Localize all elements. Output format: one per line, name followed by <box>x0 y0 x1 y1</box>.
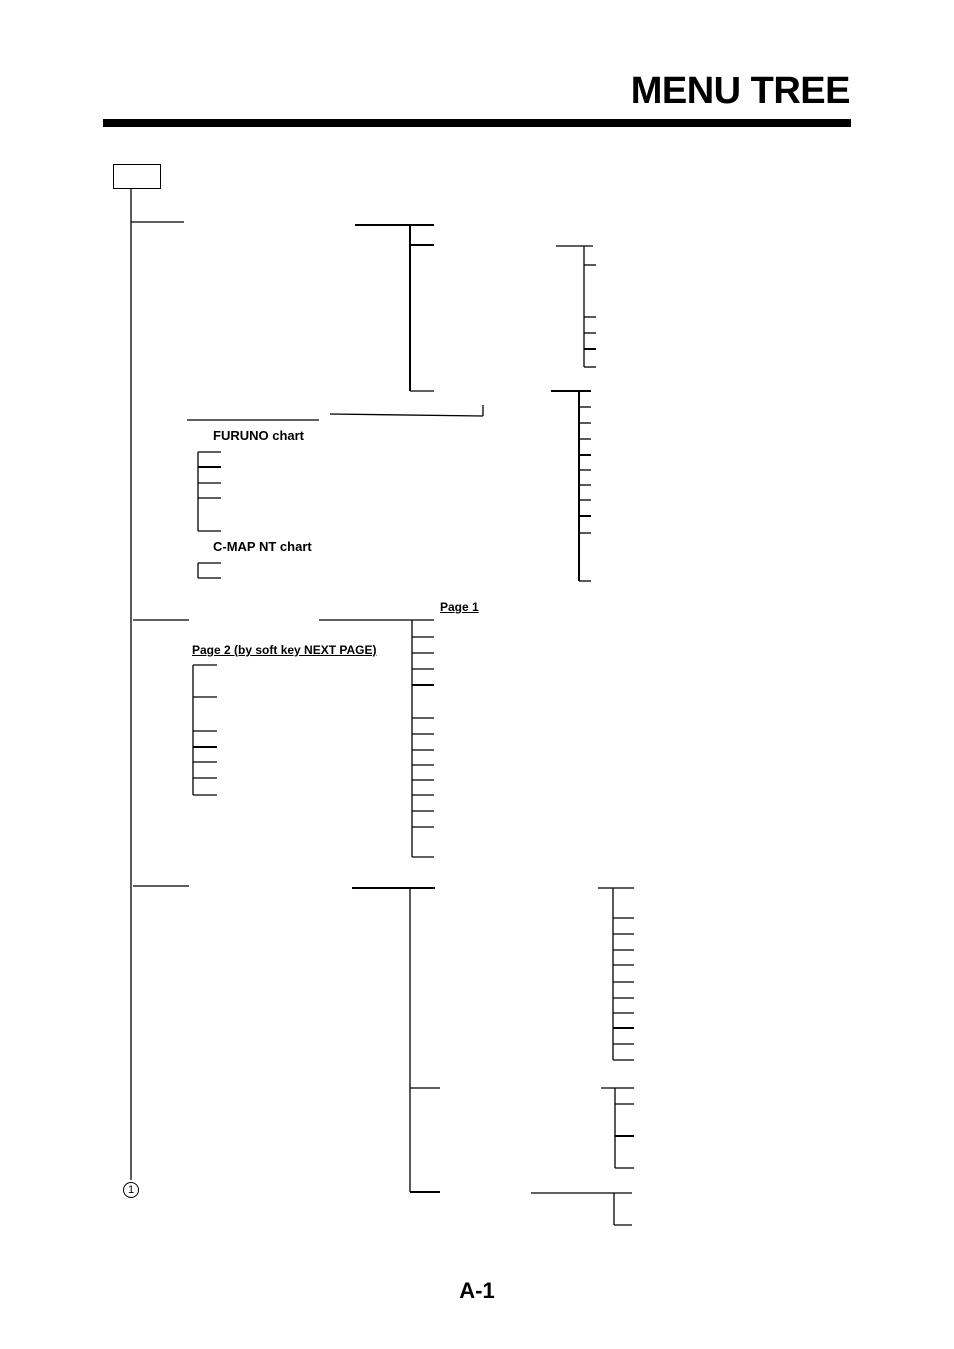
page-title: MENU TREE <box>630 70 850 112</box>
page2-label: Page 2 (by soft key NEXT PAGE) <box>192 643 377 657</box>
page1-label: Page 1 <box>440 600 479 614</box>
cmap-nt-chart-label: C-MAP NT chart <box>213 539 312 554</box>
page-number: A-1 <box>459 1278 495 1303</box>
continuation-marker: 1 <box>123 1182 139 1198</box>
furuno-chart-label: FURUNO chart <box>213 428 305 443</box>
